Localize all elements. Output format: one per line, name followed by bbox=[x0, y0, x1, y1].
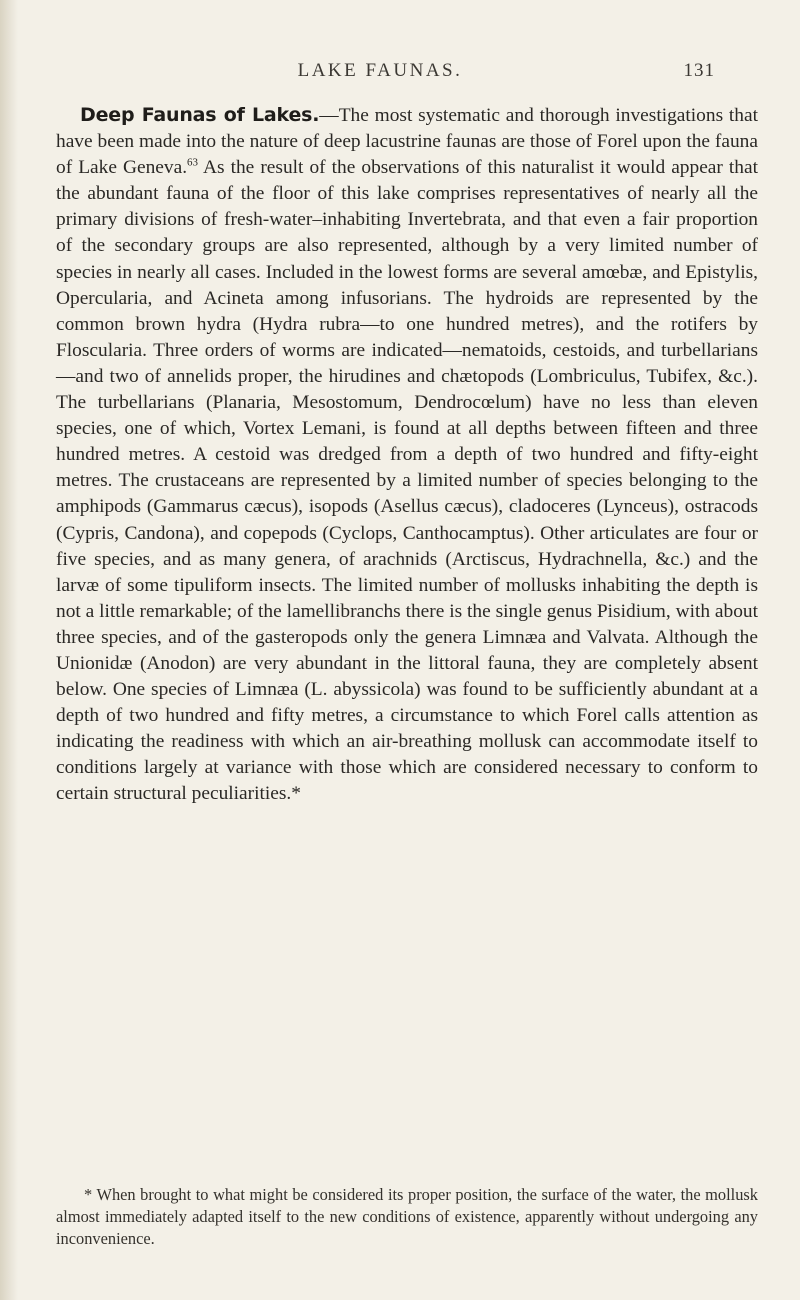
section-heading: Deep Faunas of Lakes. bbox=[80, 104, 320, 126]
binding-shadow bbox=[0, 0, 18, 1300]
paragraph-text-rest: As the result of the observations of this naturalist it would appear that the abundant fauna of the floor of this lake comprises representatives of nearly all the primary divisions of fresh-water–inhabiting Invertebrata, and that even a fair proportion of the secondary groups are also represented, although by a very limited number of species in nearly all cases. Included in the lowest forms are several amœbæ, and Epistylis, Opercularia, and Acineta among infusorians. The hydroids are represented by the common brown hydra (Hydra rubra—to one hundred metres), and the rotifers by Floscularia. Three orders of worms are indicated—nematoids, cestoids, and turbellarians—and two of annelids proper, the hirudines and chætopods (Lombriculus, Tubifex, &c.). The turbellarians (Planaria, Mesostomum, Dendrocœlum) have no less than eleven species, one of which, Vortex Lemani, is found at all depths between fifteen and three hundred metres. A cestoid was dredged from a depth of two hundred and fifty-eight metres. The crustaceans are represented by a limited number of species belonging to the amphipods (Gammarus cæcus), isopods (Asellus cæcus), cladoceres (Lynceus), ostracods (Cypris, Candona), and copepods (Cyclops, Canthocamptus). Other articulates are four or five species, and as many genera, of arachnids (Arctiscus, Hydrachnella, &c.) and the larvæ of some tipuliform insects. The limited number of mollusks inhabiting the depth is not a little remarkable; of the lamellibranchs there is the single genus Pisidium, with about three species, and of the gasteropods only the genera Limnæa and Valvata. Although the Unionidæ (Anodon) are very abundant in the littoral fauna, they are completely absent below. One species of Limnæa (L. abyssicola) was found to be sufficiently abundant at a depth of two hundred and fifty metres, a circumstance to which Forel calls attention as indicating the readiness with which an air-breathing mollusk can accommodate itself to conditions largely at variance with those which are considered necessary to conform to certain structural peculiarities.* bbox=[56, 157, 758, 805]
footnote bbox=[56, 1184, 758, 1250]
article-paragraph bbox=[56, 102, 758, 808]
reference-mark: 63 bbox=[187, 156, 199, 169]
page-number: 131 bbox=[683, 60, 715, 81]
running-title: LAKE FAUNAS. bbox=[297, 60, 463, 81]
running-header bbox=[100, 60, 715, 90]
footnote-text: * When brought to what might be considered its proper position, the surface of the water, the mollusk almost immediately adapted itself to the new conditions of existence, apparently without undergoing any inconvenience. bbox=[56, 1185, 758, 1248]
paragraph-text-start: —The most systematic and thorough investigations that have been made into the nature of deep lacustrine faunas are those of Forel upon the fauna of Lake Geneva. bbox=[56, 105, 758, 179]
article-body bbox=[56, 102, 758, 808]
